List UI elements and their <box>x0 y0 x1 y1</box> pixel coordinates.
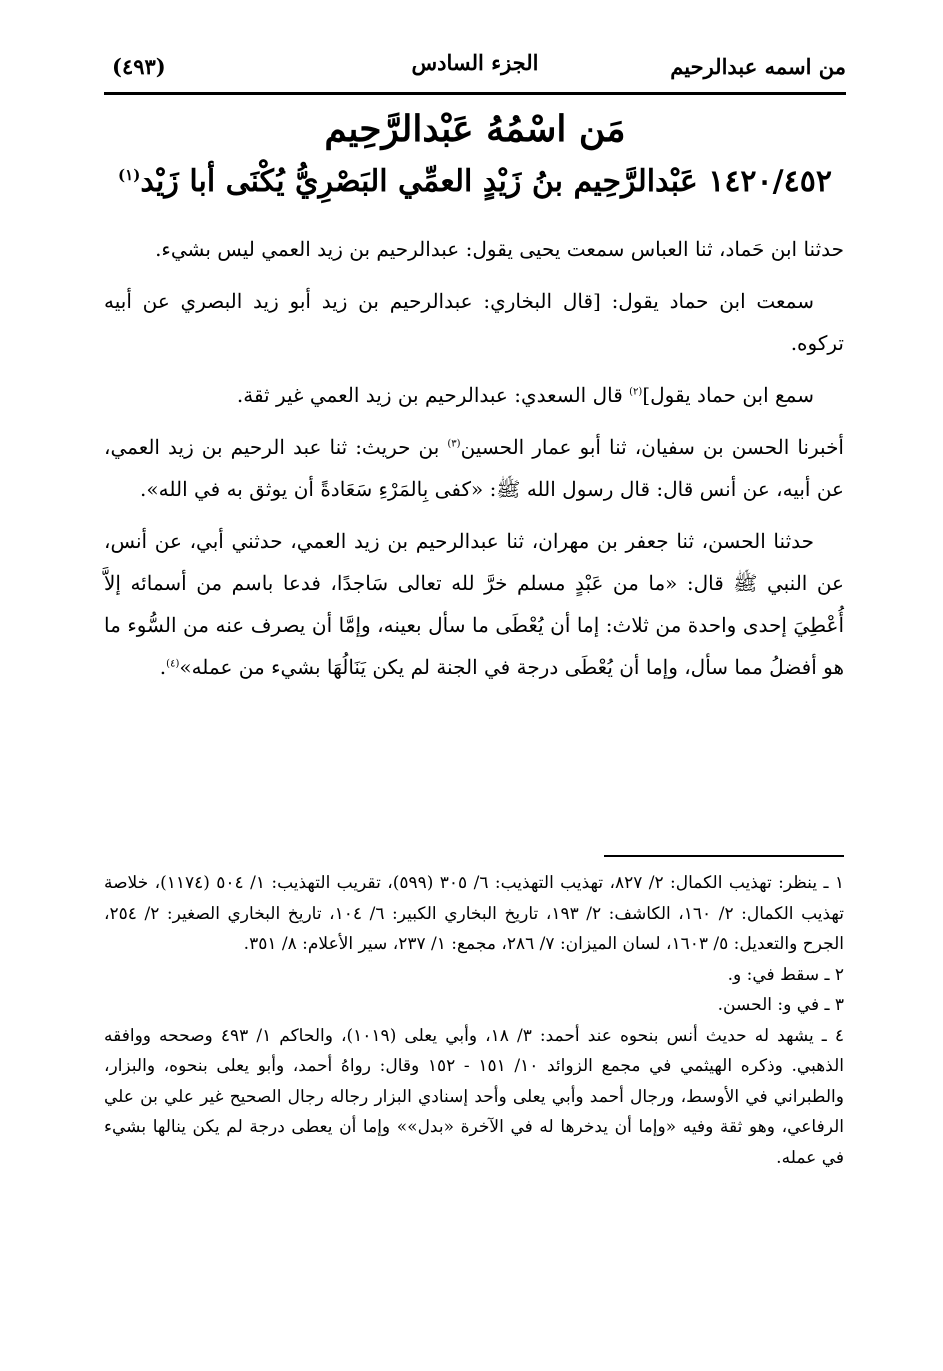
entry-heading <box>104 164 846 199</box>
paragraph-5-part-b: . <box>159 655 167 679</box>
paragraph-3-part-b: قال السعدي: عبدالرحيم بن زيد العمي غير ثقة. <box>236 383 630 407</box>
paragraph-2: سمعت ابن حماد يقول: [قال البخاري: عبدالرحيم بن زيد أبو زيد البصري عن أبيه تركوه. <box>104 289 844 355</box>
volume-label: الجزء السادس <box>411 50 539 75</box>
header-rule <box>104 92 846 95</box>
paragraph-4 <box>104 426 844 510</box>
paragraph-1: حدثنا ابن حَماد، ثنا العباس سمعت يحيى يقول: عبدالرحيم بن زيد العمي ليس بشيء. <box>155 237 844 261</box>
page-number: (٤٩٣) <box>112 54 166 79</box>
footnote-ref-3: (٣) <box>447 438 461 450</box>
footnote-1: ١ ـ ينظر: تهذيب الكمال: ٢/ ٨٢٧، تهذيب التهذيب: ٦/ ٣٠٥ (٥٩٩)، تقريب التهذيب: ١/ ٥٠٤ (١١٧٤)، خلاصة تهذيب الكمال: ٢/ ١٦٠، الكاشف: ٢/ ١٩٣، تاريخ البخاري الكبير: ٦/ ١٠٤، تاريخ البخاري الصغير: ٢/ ٢٥٤، الجرح والتعديل: ٥/ ١٦٠٣، لسان الميزان: ٧/ ٢٨٦، مجمع: ١/ ٢٣٧، سير الأعلام: ٨/ ٣٥١. <box>104 873 844 954</box>
paragraph-3-part-a: سمع ابن حماد يقول] <box>642 383 814 407</box>
paragraph-5-part-a: حدثنا الحسن، ثنا جعفر بن مهران، ثنا عبدالرحيم بن زيد العمي، حدثني أبي، عن أنس، عن النبي ﷺ قال: «ما من عَبْدٍ مسلم خرَّ لله تعالى سَاجدًا، فدعا باسم من أسمائه إلاَّ أُعْطِيَ إحدى واحدة من ثلاث: إما أن يُعْطَى ما سأل بعينه، وإمَّا أن يصرف عنه من السُّوء ما هو أفضلُ مما سأل، وإما أن يُعْطَى درجة في الجنة لم يكن يَنَالُهَا بشيء من عمله» <box>104 529 844 679</box>
paragraph-4-part-a: أخبرنا الحسن بن سفيان، ثنا أبو عمار الحسين <box>460 435 844 459</box>
entry-heading-text: ١٤٢٠/٤٥٢ عَبْدالرَّحِيم بنُ زَيْدٍ العمِّي البَصْرِيُّ يُكْنَى أبا زَيْد <box>140 164 832 199</box>
paragraph-4-part-b: بن حريث: ثنا عبد الرحيم بن زيد العمي، عن أبيه، عن أنس قال: قال رسول الله ﷺ: «كفى بِالمَرْءِ سَعَادةً أن يوثق به في الله». <box>104 435 844 501</box>
footnote-ref-1: (١) <box>118 166 141 184</box>
footnotes <box>104 868 844 1173</box>
footnote-4: ٤ ـ يشهد له حديث أنس بنحوه عند أحمد: ٣/ ١٨، وأبي يعلى (١٠١٩)، والحاكم ١/ ٤٩٣ وصححه ووافقه الذهبي. وذكره الهيثمي في مجمع الزوائد ١٠/ ١٥١ - ١٥٢ وقال: رواهُ أحمد، وأبو يعلى بنحوه، والبزار، والطبراني في الأوسط، ورجال أحمد وأبي يعلى وأحد إسنادي البزار رجاله رجال الصحيح غير علي بن علي الرفاعي، وهو ثقة وفيه «وإما أن يدخرها له في الآخرة «بدل»» وإما أن يعطى درجة لم يكن ينالها بشيء في عمله. <box>104 1025 844 1168</box>
paragraph-3 <box>104 374 844 416</box>
footnote-ref-2: (٢) <box>629 386 643 398</box>
paragraph-5 <box>104 520 844 688</box>
footnote-2: ٢ ـ سقط في: و. <box>727 964 844 985</box>
main-text <box>104 228 844 698</box>
footnote-3: ٣ ـ في و: الحسن. <box>717 995 844 1015</box>
section-label: من اسمه عبدالرحيم <box>670 54 846 79</box>
chapter-title: مَن اسْمُهُ عَبْدالرَّحِيم <box>324 108 626 150</box>
running-header <box>104 44 846 94</box>
footnote-separator <box>604 855 844 857</box>
footnote-ref-4: (٤) <box>166 658 180 670</box>
